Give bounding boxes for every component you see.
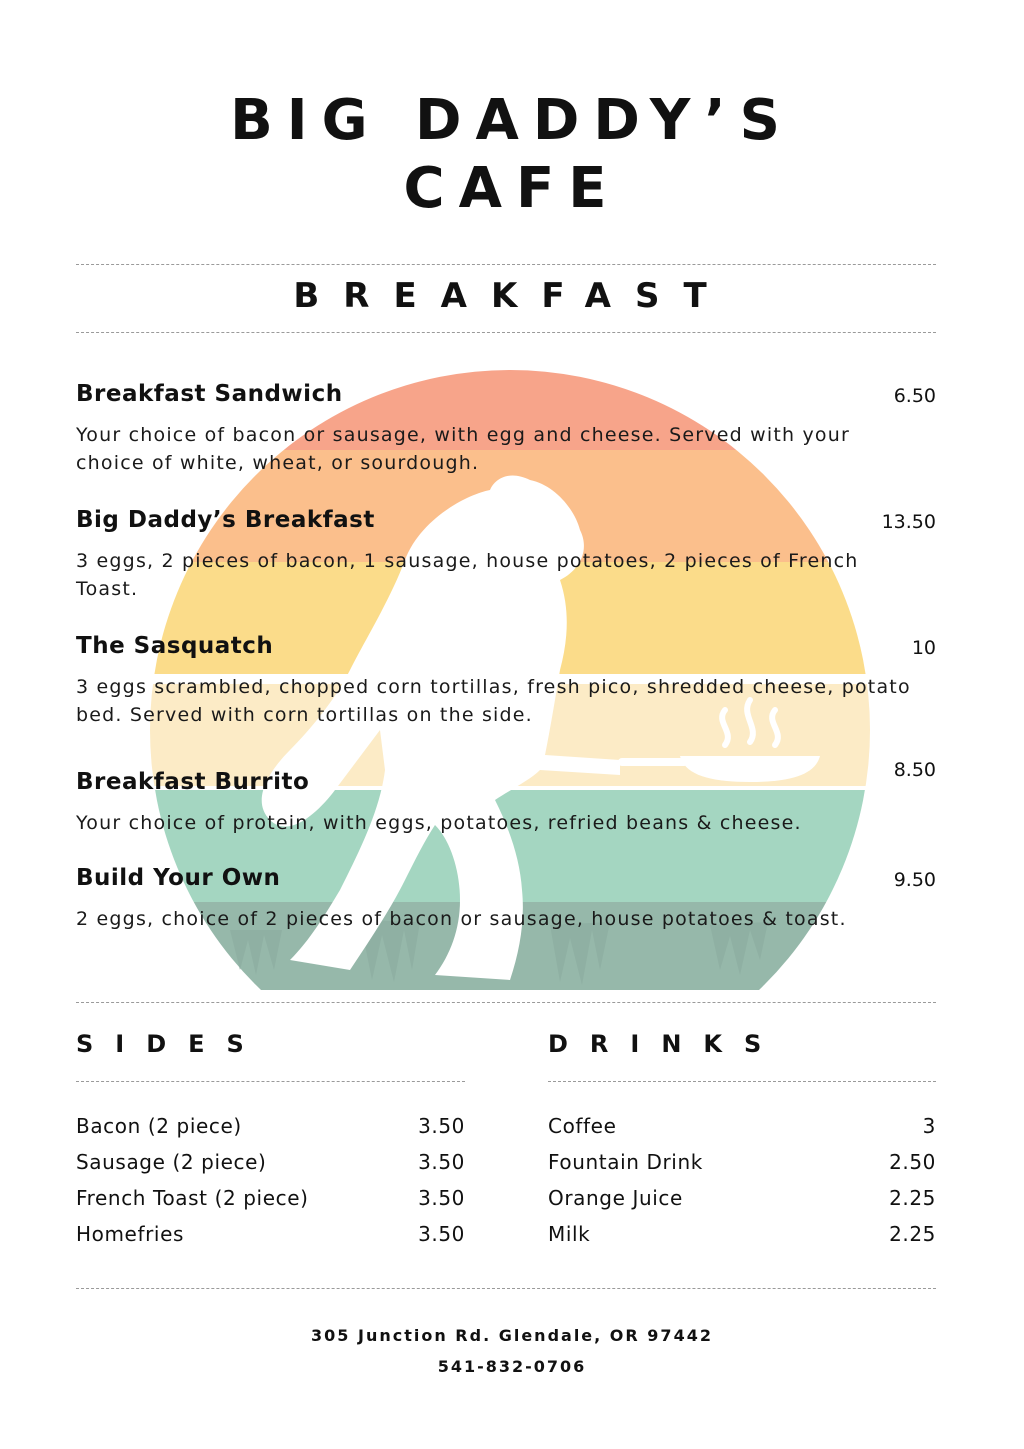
drink-item-price: 2.25 [889,1222,936,1246]
menu-item-name: Breakfast Burrito [76,769,310,795]
menu-item-price: 8.50 [893,759,936,781]
drink-item-name: Fountain Drink [548,1150,703,1174]
side-item-name: Homefries [76,1222,185,1246]
divider [76,1288,936,1289]
side-item-price: 3.50 [418,1222,465,1246]
address: 305 Junction Rd. Glendale, OR 97442 [311,1326,713,1345]
drink-item-price: 3 [922,1114,936,1138]
cafe-name-line2: CAFE [403,156,621,221]
menu-item-name: Build Your Own [76,865,281,891]
divider [76,332,936,333]
side-item-name: Sausage (2 piece) [76,1150,267,1174]
drink-item-name: Coffee [548,1114,617,1138]
divider [76,1002,936,1003]
menu-item-description: Your choice of bacon or sausage, with egg and cheese. Served with your choice of white, wheat, or sourdough. [76,424,850,474]
menu-item-price: 9.50 [893,869,936,891]
drinks-heading: DRINKS [548,1030,784,1058]
side-item-name: French Toast (2 piece) [76,1186,309,1210]
phone-number: 541-832-0706 [437,1357,587,1376]
divider [76,264,936,265]
menu-item-description: 3 eggs scrambled, chopped corn tortillas, fresh pico, shredded cheese, potato bed. Served with corn tortillas on the side. [76,676,911,726]
menu-item-name: Big Daddy’s Breakfast [76,507,375,533]
side-item-price: 3.50 [418,1186,465,1210]
breakfast-heading: BREAKFAST [293,276,731,316]
cafe-name-line1: BIG DADDY’S [230,88,794,153]
divider [548,1081,936,1082]
drink-item-name: Milk [548,1222,591,1246]
menu-item-name: The Sasquatch [76,633,274,659]
menu-item-name: Breakfast Sandwich [76,381,343,407]
menu-item-price: 6.50 [893,385,936,407]
drink-item-price: 2.50 [889,1150,936,1174]
drink-item-price: 2.25 [889,1186,936,1210]
sides-heading: SIDES [76,1030,266,1058]
menu-item-description: Your choice of protein, with eggs, potatoes, refried beans & cheese. [76,812,802,834]
menu-item-price: 13.50 [881,511,936,533]
divider [76,1081,465,1082]
menu-item-description: 3 eggs, 2 pieces of bacon, 1 sausage, house potatoes, 2 pieces of French Toast. [76,550,859,600]
menu-item-description: 2 eggs, choice of 2 pieces of bacon or sausage, house potatoes & toast. [76,908,847,930]
menu-item-price: 10 [911,637,936,659]
side-item-price: 3.50 [418,1150,465,1174]
side-item-name: Bacon (2 piece) [76,1114,242,1138]
side-item-price: 3.50 [418,1114,465,1138]
drink-item-name: Orange Juice [548,1186,683,1210]
